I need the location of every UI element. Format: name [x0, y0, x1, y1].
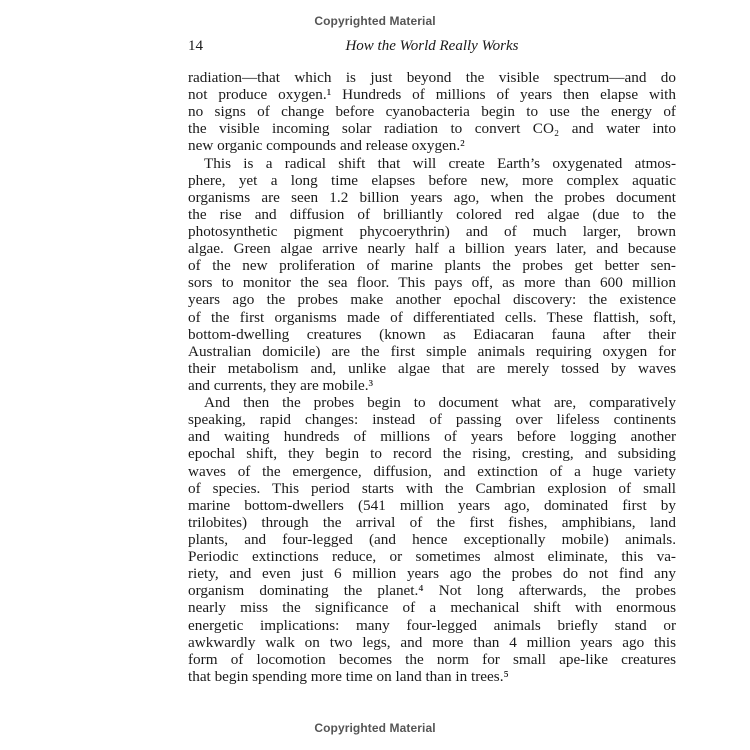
text-line: not produce oxygen.¹ Hundreds of millions of years then elapse with — [188, 86, 676, 104]
text-line: organisms are seen 1.2 billion years ago, when the probes document — [188, 188, 676, 206]
running-head — [188, 38, 676, 58]
text-line: their metabolism and, unlike algae that are merely tossed by waves — [188, 359, 676, 377]
paragraph — [188, 394, 676, 685]
text-line: Periodic extinctions reduce, or sometimes almost eliminate, this va- — [188, 548, 676, 566]
text-line: And then the probes begin to document what are, comparatively — [204, 394, 676, 412]
text-line: bottom-dwelling creatures (known as Ediacaran fauna after their — [188, 325, 676, 343]
text-line: radiation—that which is just beyond the visible spectrum—and do — [188, 69, 676, 86]
text-line: plants, and four-legged (and hence exceptionally mobile) animals. — [188, 530, 676, 548]
text-line: organism dominating the planet.⁴ Not long afterwards, the probes — [188, 582, 676, 600]
running-title: How the World Really Works — [345, 38, 519, 54]
text-line: the rise and diffusion of brilliantly colored red algae (due to the — [188, 205, 676, 223]
text-line: the visible incoming solar radiation to convert CO₂ and water into — [188, 120, 676, 138]
text-line: sors to monitor the sea floor. This pays off, as more than 600 million — [188, 274, 676, 292]
text-line: marine bottom-dwellers (541 million years ago, dominated first by — [188, 496, 676, 514]
text-line: waves of the emergence, diffusion, and extinction of a huge variety — [188, 462, 676, 480]
text-line: of species. This period starts with the Cambrian explosion of small — [188, 479, 676, 497]
page-number: 14 — [188, 38, 203, 54]
paragraph — [188, 69, 676, 155]
text-line: that begin spending more time on land than in trees.⁵ — [188, 667, 509, 685]
text-line: epochal shift, they begin to record the rising, cresting, and subsiding — [188, 445, 676, 463]
paragraph — [188, 155, 676, 395]
text-line: Australian domicile) are the first simple animals requiring oxygen for — [188, 342, 676, 360]
copyright-watermark-top: Copyrighted Material — [314, 14, 436, 28]
text-line: photosynthetic pigment phycoerythrin) and of much larger, brown — [188, 222, 676, 240]
text-line: of the new proliferation of marine plants the probes get better sen- — [188, 257, 676, 275]
text-line: trilobites) through the arrival of the first fishes, amphibians, land — [188, 513, 676, 531]
text-line: speaking, rapid changes: instead of passing over lifeless continents — [188, 411, 676, 429]
copyright-watermark-bottom: Copyrighted Material — [314, 721, 436, 735]
text-line: This is a radical shift that will create Earth’s oxygenated atmos- — [204, 154, 676, 172]
text-line: algae. Green algae arrive nearly half a billion years later, and because — [188, 240, 676, 258]
text-line: years ago the probes make another epochal discovery: the existence — [188, 291, 676, 309]
text-line: form of locomotion becomes the norm for small ape-like creatures — [188, 650, 676, 668]
text-line: riety, and even just 6 million years ago the probes do not find any — [188, 565, 676, 583]
text-line: and waiting hundreds of millions of years before logging another — [188, 428, 676, 446]
body-text — [188, 69, 676, 685]
text-line: of the first organisms made of differentiated cells. These flattish, soft, — [188, 308, 676, 326]
text-line: nearly miss the significance of a mechanical shift with enormous — [188, 599, 676, 617]
text-line: phere, yet a long time elapses before new, more complex aquatic — [188, 171, 676, 189]
text-line: and currents, they are mobile.³ — [188, 376, 374, 394]
text-line: new organic compounds and release oxygen.² — [188, 137, 465, 155]
text-line: energetic implications: many four-legged animals briefly stand or — [188, 616, 676, 634]
text-line: awkwardly walk on two legs, and more than 4 million years ago this — [188, 633, 676, 651]
text-line: no signs of change before cyanobacteria begin to use the energy of — [188, 103, 676, 121]
